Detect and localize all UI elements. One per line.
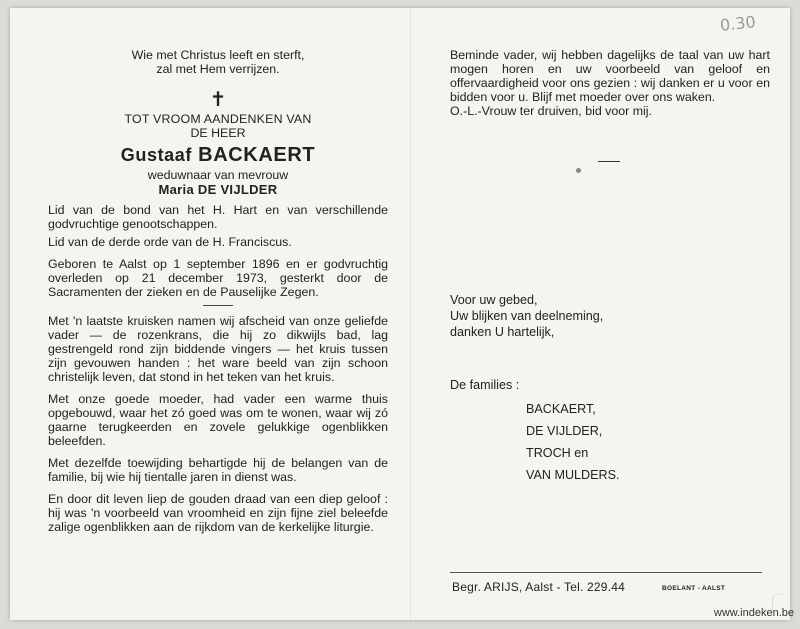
cross-icon: ✝	[209, 89, 227, 111]
eulogy-paragraph-2: Met onze goede moeder, had vader een warme thuis opgebouwd, waar het zó goed was om te wonen, waar wij zó gaarne terugkeerden en zovele gelukkige ogenblikken beleefden.	[48, 392, 388, 448]
left-panel	[48, 48, 388, 542]
families-list	[526, 398, 620, 486]
prayer-text: Beminde vader, wij hebben dagelijks de taal van uw hart mogen horen en uw voorbeeld van geloof en offervaardigheid voor ons gezien : wij danken er u voor en bidden voor u. Blijf met moeder over ons waken.	[450, 48, 770, 104]
birth-death-text: Geboren te Aalst op 1 september 1896 en er godvruchtig overleden op 21 december 1973, gesterkt door de Sacramenten der zieken en de Pauselijke Zegen.	[48, 257, 388, 299]
eulogy-paragraph-1: Met 'n laatste kruisken namen wij afscheid van onze geliefde vader — de rozenkrans, die hij zo dikwijls bad, lag gestrengeld rond zijn biddende vingers — het kruis tussen zijn gevouwen handen : het ware beeld van zijn schoon christelijk leven, dat stond in het teken van het kruis.	[48, 314, 388, 384]
memorial-card	[10, 8, 790, 620]
spouse-name: Maria DE VIJLDER	[158, 182, 278, 197]
family-name: VAN MULDERS.	[526, 468, 620, 482]
pin-hole	[576, 168, 581, 173]
family-name: BACKAERT,	[526, 402, 596, 416]
printer-credit-small: BOELANT - AALST	[662, 585, 726, 592]
deceased-last-name: BACKAERT	[198, 144, 316, 166]
thanks-line: Voor uw gebed,	[450, 293, 538, 307]
deceased-first-name: Gustaaf	[120, 145, 192, 165]
memorial-heading: TOT VROOM AANDENKEN VAN	[124, 112, 312, 126]
thanks-line: Uw blijken van deelneming,	[450, 309, 604, 323]
membership-2: Lid van de derde orde van de H. Franciscus.	[48, 235, 292, 249]
eulogy-paragraph-3: Met dezelfde toewijding behartigde hij de belangen van de familie, bij wie hij tientalle jaren in dienst was.	[48, 456, 388, 484]
thanks-line: danken U hartelijk,	[450, 325, 555, 339]
motto-line-2: zal met Hem verrijzen.	[156, 62, 280, 76]
card-fold	[410, 8, 412, 620]
printer-credit: Begr. ARIJS, Aalst - Tel. 229.44	[452, 580, 625, 594]
footer-rule	[450, 572, 762, 573]
right-panel	[450, 48, 770, 594]
price-note: 0.30	[719, 12, 757, 35]
motto-line-1: Wie met Christus leeft en sterft,	[131, 48, 305, 62]
families-label: De families :	[450, 378, 520, 392]
family-name: DE VIJLDER,	[526, 424, 603, 438]
divider	[203, 305, 233, 306]
membership-1: Lid van de bond van het H. Hart en van verschillende godvruchtige genootschappen.	[48, 203, 388, 231]
widower-line: weduwnaar van mevrouw	[147, 168, 289, 182]
memorial-subheading: DE HEER	[190, 126, 246, 140]
watermark: www.indeken.be	[713, 607, 794, 619]
eulogy-paragraph-4: En door dit leven liep de gouden draad van een diep geloof : hij was 'n voorbeeld van vroomheid en zijn fijne ziel beleefde zalige ogenblikken aan de rijkdom van de kerkelijke liturgie.	[48, 492, 388, 534]
deceased-name	[48, 143, 388, 167]
family-name: TROCH en	[526, 446, 589, 460]
thanks-block	[450, 292, 603, 340]
divider	[598, 161, 620, 162]
motto	[48, 48, 388, 76]
invocation: O.-L.-Vrouw ter druiven, bid voor mij.	[450, 104, 652, 118]
